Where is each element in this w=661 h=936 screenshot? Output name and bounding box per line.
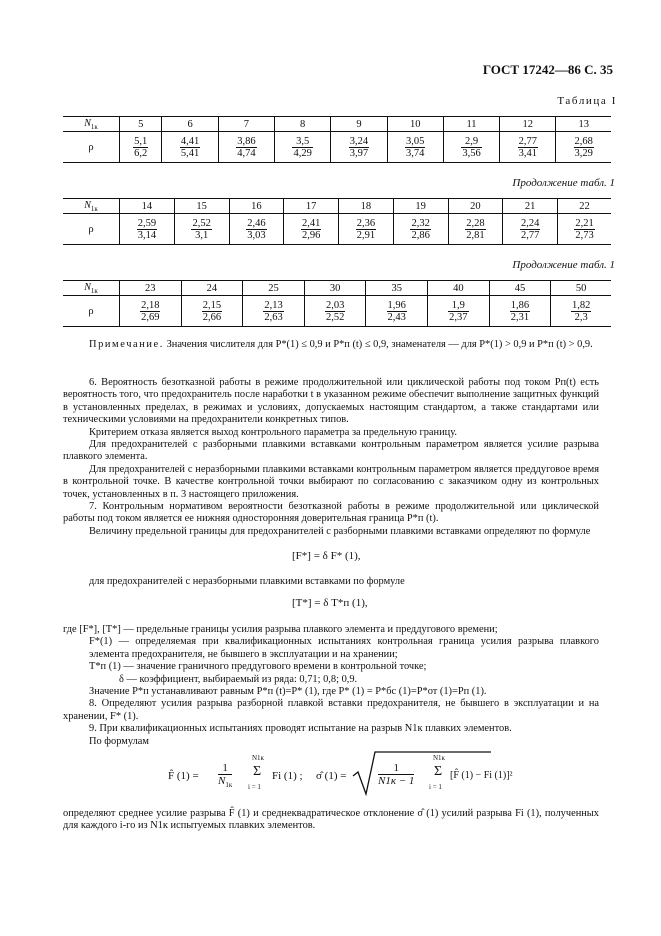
body-text-2 xyxy=(63,576,599,588)
column-header: 10 xyxy=(387,117,443,132)
formula-mean-sum-bottom: i = 1 xyxy=(248,783,261,791)
value-cell xyxy=(243,296,305,327)
numerator: 2,32 xyxy=(411,217,430,229)
value-cell xyxy=(181,296,243,327)
column-header: 20 xyxy=(448,199,503,214)
denominator: 2,31 xyxy=(510,311,530,323)
denominator: 2,3 xyxy=(574,311,588,323)
column-header: 40 xyxy=(428,281,490,296)
column-header: 13 xyxy=(556,117,611,132)
value-cell xyxy=(366,296,428,327)
denominator: 2,52 xyxy=(325,311,345,323)
note-label: Примечание. xyxy=(89,339,164,350)
note-text: Значения числителя для P*(1) ≤ 0,9 и P*п (t) ≤ 0,9, знаменателя — для P*(1) > 0,9 и P*п (t) > 0,9. xyxy=(166,339,593,350)
value-cell xyxy=(162,132,218,163)
numerator: 2,46 xyxy=(247,217,266,229)
value-fraction xyxy=(180,136,200,159)
paragraph-formulas: По формулам xyxy=(89,735,149,747)
numerator: 1,9 xyxy=(448,300,468,312)
column-header: 15 xyxy=(174,199,229,214)
value-fraction xyxy=(405,136,425,159)
n-label-cell xyxy=(63,281,120,296)
column-header: 45 xyxy=(489,281,551,296)
numerator: 2,03 xyxy=(325,299,345,311)
paragraph-value: Величину предельной границы для предохранителей с разборными плавкими вставками определяют по формуле xyxy=(89,525,591,537)
n-symbol: N xyxy=(84,281,91,293)
denominator: 2,69 xyxy=(141,311,160,323)
formula-stddev-sum-top: N1к xyxy=(433,754,445,762)
numerator: 2,59 xyxy=(137,217,157,229)
definition-t: T*п (1) — значение граничного преддугового времени в контрольной точке; xyxy=(89,661,427,673)
value-fraction xyxy=(137,218,157,241)
rho-label: ρ xyxy=(63,132,120,163)
denominator: 2,96 xyxy=(301,229,321,241)
numerator: 2,41 xyxy=(301,217,321,229)
denominator: 4,74 xyxy=(237,147,256,159)
value-cell xyxy=(393,214,448,245)
value-fraction xyxy=(518,136,538,159)
numerator: 2,68 xyxy=(574,135,593,147)
column-header: 50 xyxy=(551,281,611,296)
column-header: 11 xyxy=(443,117,499,132)
numerator: 3,24 xyxy=(349,135,369,147)
numerator: 2,21 xyxy=(575,217,594,229)
denominator: 6,2 xyxy=(134,147,148,159)
value-fraction xyxy=(520,218,540,241)
numerator: 2,24 xyxy=(520,217,540,229)
formula-stddev-sum: Σ xyxy=(434,764,443,779)
paragraph-9: 9. При квалификационных испытаниях проводят испытание на разрыв N1к плавких элементов. xyxy=(89,723,512,735)
value-fraction xyxy=(461,136,481,159)
continuation-label-1: Продолжение табл. 1 xyxy=(512,177,615,189)
denominator: 3,74 xyxy=(406,147,425,159)
denominator: 3,97 xyxy=(349,147,369,159)
value-cell xyxy=(443,132,499,163)
formula-f-limit: [F*] = δ F* (1), xyxy=(292,550,361,562)
value-cell xyxy=(331,132,387,163)
paragraph-8: 8. Определяют усилия разрыва разборной плавкой вставки предохранителя, не бывшего в эксплуатации и на хранении, F* (1). xyxy=(63,698,599,722)
data-table-2 xyxy=(63,198,611,245)
formula-mean-sum: Σ xyxy=(253,764,262,779)
formula-mean-fraction: 1 $N_{1к}$ xyxy=(218,762,233,790)
value-fraction xyxy=(571,300,591,323)
value-fraction xyxy=(574,218,594,241)
column-header: 21 xyxy=(503,199,558,214)
column-header: 24 xyxy=(181,281,243,296)
column-header: 30 xyxy=(304,281,366,296)
denominator: 2,91 xyxy=(356,229,376,241)
value-fraction xyxy=(410,218,430,241)
value-cell xyxy=(387,132,443,163)
value-fraction xyxy=(325,300,345,323)
numerator: 5,1 xyxy=(134,135,148,147)
paragraph-6: 6. Вероятность безотказной работы в режиме продолжительной или циклической работы под током Pп(t) есть вероятность того, что предохранитель после наработки t в указанном режиме обеспечит выполнение защитных функций в установленных пределах, в режимах и условиях, допускаемых настоящим стандартом, а также стандартами или техническими условиями на предохранители конкретных типов. xyxy=(63,377,599,426)
denominator: 2,66 xyxy=(202,311,222,323)
value-fraction xyxy=(202,300,222,323)
numerator: 3,86 xyxy=(237,135,256,147)
paragraph-nerazb-formula: для предохранителей с неразборными плавкими вставками по формуле xyxy=(89,576,405,587)
numerator: 2,36 xyxy=(356,217,376,229)
denominator: 2,81 xyxy=(466,229,485,241)
value-cell xyxy=(120,296,182,327)
value-cell xyxy=(174,214,229,245)
value-fraction xyxy=(387,300,407,323)
n-label-cell xyxy=(63,199,120,214)
denominator: 2,77 xyxy=(520,229,540,241)
value-fraction xyxy=(140,300,160,323)
value-fraction xyxy=(448,300,468,323)
value-cell xyxy=(428,296,490,327)
value-cell xyxy=(120,214,175,245)
value-fraction xyxy=(574,136,594,159)
value-fraction xyxy=(510,300,530,323)
denominator: 3,03 xyxy=(247,229,266,241)
n-subscript: 1к xyxy=(90,122,98,131)
n-symbol: N xyxy=(84,117,91,129)
value-cell xyxy=(558,214,612,245)
definition-delta: δ — коэффициент, выбираемый из ряда: 0,71; 0,8; 0,9. xyxy=(119,673,358,685)
numerator: 2,77 xyxy=(518,135,537,147)
column-header: 25 xyxy=(243,281,305,296)
denominator: 2,43 xyxy=(387,311,406,323)
n-subscript: 1к xyxy=(90,204,98,213)
value-fraction xyxy=(465,218,485,241)
numerator: 4,41 xyxy=(180,135,200,147)
column-header: 35 xyxy=(366,281,428,296)
value-fraction xyxy=(301,218,321,241)
value-cell xyxy=(448,214,503,245)
value-cell xyxy=(489,296,551,327)
column-header: 14 xyxy=(120,199,175,214)
column-header: 12 xyxy=(500,117,556,132)
value-fraction xyxy=(356,218,376,241)
formula-stddev-sum-bottom: i = 1 xyxy=(429,783,442,791)
value-fraction xyxy=(236,136,256,159)
numerator: 1,96 xyxy=(387,299,406,311)
table-note xyxy=(63,339,599,351)
column-header: 19 xyxy=(393,199,448,214)
definition-f: F*(1) — определяемая при квалификационных испытаниях контрольная граница усилия разрыва плавкого элемента предохранителя, не бывшего в эксплуатации и на хранении; xyxy=(89,636,599,660)
formula-mean-stddev xyxy=(168,750,513,805)
formula-t-limit: [T*] = δ T*п (1), xyxy=(292,597,368,609)
numerator: 1,86 xyxy=(510,299,530,311)
denominator: 3,29 xyxy=(574,147,593,159)
column-header: 17 xyxy=(284,199,339,214)
numerator: 2,9 xyxy=(461,136,481,148)
column-header: 9 xyxy=(331,117,387,132)
column-header: 5 xyxy=(120,117,162,132)
formula-mean-term: Fi (1) ; xyxy=(272,770,303,782)
rho-label: ρ xyxy=(63,296,120,327)
value-cell xyxy=(500,132,556,163)
numerator: 2,15 xyxy=(202,299,222,311)
denominator: 3,41 xyxy=(518,147,537,159)
numerator: 2,18 xyxy=(141,299,160,311)
continuation-label-2: Продолжение табл. 1 xyxy=(512,259,615,271)
value-cell xyxy=(284,214,339,245)
denominator: 3,56 xyxy=(462,147,481,159)
column-header: 7 xyxy=(218,117,274,132)
value-cell xyxy=(218,132,274,163)
column-header: 18 xyxy=(339,199,394,214)
body-text-3 xyxy=(63,624,599,748)
body-text-1 xyxy=(63,377,599,538)
numerator: 2,13 xyxy=(264,299,283,311)
formula-stddev-fraction: 1 N1к − 1 xyxy=(378,762,415,787)
paragraph-assign: Значение P*п устанавливают равным P*п (t)=P* (1), где P* (1) = P*бс (1)=P*от (1)=Pп (1). xyxy=(89,686,487,698)
formula-stddev-lhs: σ̂ (1) = xyxy=(316,770,347,782)
numerator: 3,5 xyxy=(292,136,312,148)
value-cell xyxy=(229,214,284,245)
column-header: 22 xyxy=(558,199,612,214)
table-caption: Таблица I xyxy=(557,95,617,107)
denominator: 4,29 xyxy=(293,147,312,159)
column-header: 6 xyxy=(162,117,218,132)
value-cell xyxy=(304,296,366,327)
column-header: 23 xyxy=(120,281,182,296)
numerator: 3,05 xyxy=(406,135,425,147)
value-cell xyxy=(503,214,558,245)
formula-stddev-term: [F̂ (1) − Fi (1)]² xyxy=(450,770,513,781)
data-table-1 xyxy=(63,116,611,163)
n-symbol: N xyxy=(84,199,91,211)
denominator: 2,86 xyxy=(411,229,430,241)
numerator: 2,28 xyxy=(466,217,485,229)
formula-mean-sum-top: N1к xyxy=(252,754,264,762)
value-fraction xyxy=(349,136,369,159)
page-header: ГОСТ 17242—86 С. 35 xyxy=(482,62,613,77)
n-subscript: 1к xyxy=(90,286,98,295)
column-header: 8 xyxy=(275,117,331,132)
numerator: 2,52 xyxy=(192,217,211,229)
data-table-3 xyxy=(63,280,611,327)
paragraph-criterion: Критерием отказа является выход контрольного параметра за предельную границу. xyxy=(89,426,457,438)
value-fraction xyxy=(133,136,148,159)
formula-mean-lhs: F̂ (1) = xyxy=(168,770,199,782)
value-cell xyxy=(556,132,611,163)
denominator: 2,73 xyxy=(575,229,594,241)
value-fraction xyxy=(292,136,312,159)
value-fraction xyxy=(263,300,283,323)
body-text-4 xyxy=(63,808,599,833)
value-cell xyxy=(551,296,611,327)
paragraph-razb: Для предохранителей с разборными плавкими вставками контрольным параметром является усилие разрыва плавкого элемента. xyxy=(63,439,599,463)
denominator: 3,14 xyxy=(137,229,157,241)
n-label-cell xyxy=(63,117,120,132)
paragraph-7: 7. Контрольным нормативом вероятности безотказной работы в режиме продолжительной или циклической работы под током является ее нижняя односторонняя доверительная граница P*п (t). xyxy=(63,501,599,525)
value-fraction xyxy=(191,218,211,241)
value-cell xyxy=(275,132,331,163)
paragraph-final: определяют среднее усилие разрыва F̂ (1) и среднеквадратическое отклонение σ̂ (1) усилий разрыва Fi (1), полученных для каждого i-го из N1к испытуемых плавких элементов. xyxy=(63,808,599,832)
denominator: 2,37 xyxy=(449,311,468,323)
denominator: 2,63 xyxy=(264,311,283,323)
column-header: 16 xyxy=(229,199,284,214)
rho-label: ρ xyxy=(63,214,120,245)
denominator: 3,1 xyxy=(195,229,209,241)
value-cell xyxy=(339,214,394,245)
denominator: 5,41 xyxy=(180,147,200,159)
numerator: 1,82 xyxy=(571,299,591,311)
value-fraction xyxy=(246,218,266,241)
definition-where: где [F*], [T*] — предельные границы усилия разрыва плавкого элемента и преддугового времени; xyxy=(63,624,498,635)
paragraph-nerazb: Для предохранителей с неразборными плавкими вставками контрольным параметром является преддуговое время в контрольной точке. В качестве контрольной точки выбирают по согласованию с заказчиком одну из контрольных точек, установленных в п. 3 настоящего приложения. xyxy=(63,463,599,500)
value-cell xyxy=(120,132,162,163)
